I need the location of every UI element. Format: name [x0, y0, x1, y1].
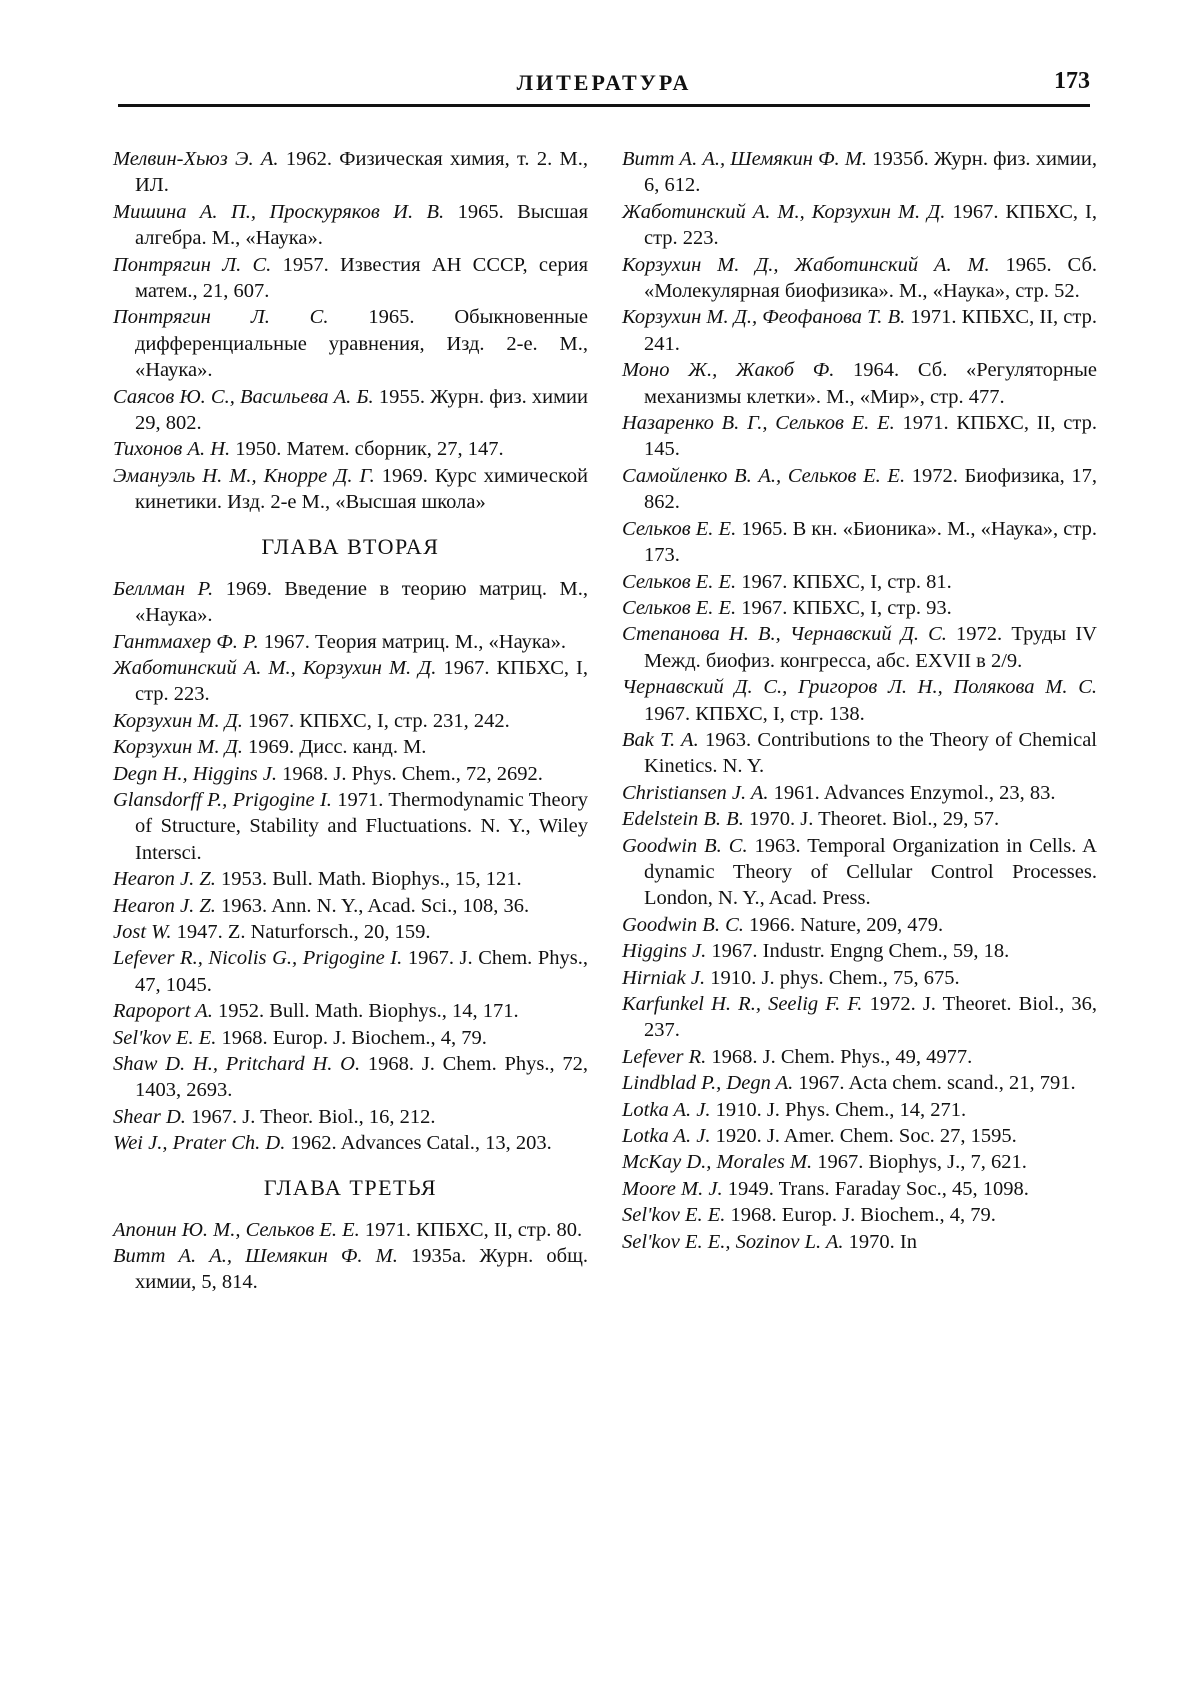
reference-entry: [113, 304, 588, 383]
reference-entry: [113, 1217, 588, 1243]
reference-authors: Sel'kov E. E.: [622, 1204, 726, 1227]
reference-details: 1968. J. Chem. Phys., 49, 4977.: [706, 1045, 973, 1068]
reference-entry: [113, 655, 588, 708]
reference-details: 1972. Биофизика, 17, 862.: [644, 464, 1097, 514]
reference-entry: [622, 199, 1097, 252]
reference-entry: [622, 965, 1097, 991]
reference-details: 1935б. Журн. физ. химии, 6, 612.: [644, 148, 1097, 197]
reference-authors: Самойленко В. А., Сельков Е. Е.: [622, 464, 906, 487]
reference-details: 1963. Temporal Organization in Cells. A dynamic Theory of Cellular Control Processes. London, N. Y., Acad. Press.: [644, 834, 1097, 910]
page-number: 173: [1054, 68, 1090, 94]
reference-entry: [622, 1044, 1097, 1070]
reference-details: 1963. Contributions to the Theory of Chemical Kinetics. N. Y.: [644, 728, 1097, 778]
reference-entry: [113, 252, 588, 305]
reference-authors: Higgins J.: [622, 940, 707, 963]
reference-details: 1967. КПБХС, I, стр. 223.: [644, 200, 1098, 250]
reference-authors: Понтрягин Л. С.: [113, 306, 329, 329]
reference-details: 1910. J. Phys. Chem., 14, 271.: [710, 1098, 967, 1121]
reference-authors: Hearon J. Z.: [113, 894, 216, 917]
reference-entry: [113, 866, 588, 892]
reference-details: 1947. Z. Naturforsch., 20, 159.: [171, 920, 431, 943]
reference-authors: Shear D.: [113, 1105, 186, 1128]
reference-authors: Жаботинский А. М., Корзухин М. Д.: [113, 656, 437, 679]
reference-authors: Hearon J. Z.: [113, 868, 216, 891]
reference-entry: [113, 761, 588, 787]
reference-entry: [622, 357, 1097, 410]
chapter-heading: ГЛАВА ТРЕТЬЯ: [263, 1174, 438, 1200]
reference-entry: [113, 734, 588, 760]
reference-authors: Корзухин М. Д.: [113, 736, 243, 759]
reference-authors: Гантмахер Ф. Р.: [113, 630, 259, 653]
reference-details: 1965. Обыкновенные дифференциальные уравнения, Изд. 2-е. М., «Наука».: [135, 306, 588, 382]
reference-authors: Glansdorff P., Prigogine I.: [113, 788, 332, 811]
reference-authors: Мишина А. П., Проскуряков И. В.: [113, 200, 445, 223]
reference-authors: Sel'kov E. E.: [113, 1026, 217, 1049]
reference-authors: Edelstein B. B.: [622, 808, 744, 831]
reference-authors: Корзухин М. Д.: [113, 709, 243, 732]
reference-entry: [113, 1130, 588, 1156]
reference-entry: [113, 919, 588, 945]
reference-entry: [113, 576, 588, 629]
reference-details: 1961. Advances Enzymol., 23, 83.: [768, 781, 1056, 804]
reference-entry: [622, 410, 1097, 463]
reference-authors: McKay D., Morales M.: [622, 1151, 813, 1174]
header-rule: [118, 104, 1090, 107]
reference-entry: [622, 621, 1097, 674]
reference-entry: [622, 991, 1097, 1044]
reference-details: 1967. Теория матриц. М., «Наука».: [258, 630, 567, 653]
running-title: ЛИТЕРАТУРА: [516, 70, 692, 95]
reference-details: 1967. J. Theor. Biol., 16, 212.: [185, 1105, 436, 1128]
reference-authors: Rapoport A.: [113, 1000, 213, 1023]
reference-details: 1967. Biophys, J., 7, 621.: [812, 1151, 1027, 1174]
reference-details: 1970. J. Theoret. Biol., 29, 57.: [743, 808, 1000, 831]
reference-authors: Мелвин-Хьюз Э. А.: [113, 148, 279, 170]
reference-entry: [622, 938, 1097, 964]
reference-authors: Апонин Ю. М., Сельков Е. Е.: [113, 1218, 360, 1241]
reference-details: 1965. Высшая алгебра. М., «Наука».: [135, 200, 589, 250]
reference-authors: Wei J., Prater Ch. D.: [113, 1132, 286, 1155]
reference-entry: [113, 945, 588, 998]
reference-authors: Jost W.: [113, 920, 172, 943]
reference-entry: [113, 1025, 588, 1051]
reference-details: 1967. КПБХС, I, стр. 81.: [736, 570, 952, 593]
reference-authors: Lindblad P., Degn A.: [622, 1072, 794, 1095]
reference-details: 1955. Журн. физ. химии 29, 802.: [135, 385, 588, 435]
reference-details: 1971. Thermodynamic Theory of Structure, Stability and Fluctuations. N. Y., Wiley Intersci.: [135, 788, 588, 864]
reference-entry: [113, 629, 588, 655]
reference-entry: [622, 516, 1097, 569]
reference-details: 1967. Acta chem. scand., 21, 791.: [793, 1072, 1076, 1095]
reference-details: 1957. Известия АН СССР, серия матем., 21, 607.: [135, 253, 588, 303]
reference-entry: [113, 1243, 588, 1296]
reference-authors: Жаботинский А. М., Корзухин М. Д.: [622, 200, 946, 223]
reference-entry: [622, 912, 1097, 938]
reference-entry: [622, 674, 1097, 727]
reference-authors: Моно Ж., Жакоб Ф.: [622, 359, 835, 382]
reference-details: 1910. J. phys. Chem., 75, 675.: [705, 966, 960, 989]
reference-authors: Degn H., Higgins J.: [113, 762, 277, 785]
reference-authors: Shaw D. H., Pritchard H. O.: [113, 1053, 361, 1075]
reference-details: 1965. В кн. «Бионика». М., «Наука», стр. 173.: [644, 517, 1097, 567]
reference-authors: Сельков Е. Е.: [622, 570, 737, 593]
reference-details: 1966. Nature, 209, 479.: [743, 913, 944, 936]
reference-entry: [113, 384, 588, 437]
reference-authors: Корзухин М. Д., Феофанова Т. В.: [622, 306, 906, 329]
reference-details: 1969. Курс химической кинетики. Изд. 2-е М., «Высшая школа»: [135, 464, 588, 514]
reference-authors: Goodwin B. C.: [622, 913, 744, 936]
reference-details: 1964. Сб. «Регуляторные механизмы клетки». М., «Мир», стр. 477.: [644, 359, 1097, 408]
reference-entry: [622, 252, 1097, 305]
reference-entry: [622, 1149, 1097, 1175]
reference-authors: Bak T. A.: [622, 728, 699, 751]
reference-entry: [113, 1051, 588, 1104]
reference-details: 1952. Bull. Math. Biophys., 14, 171.: [212, 1000, 519, 1023]
reference-authors: Сельков Е. Е.: [622, 517, 737, 540]
reference-details: 1950. Матем. сборник, 27, 147.: [230, 438, 504, 461]
reference-entry: [622, 727, 1097, 780]
reference-entry: [113, 893, 588, 919]
reference-entry: [622, 1070, 1097, 1096]
reference-details: 1968. Europ. J. Biochem., 4, 79.: [216, 1026, 487, 1049]
reference-entry: [622, 780, 1097, 806]
reference-details: 1967. КПБХС, I, стр. 223.: [135, 656, 589, 706]
reference-details: 1968. J. Phys. Chem., 72, 2692.: [276, 762, 543, 785]
reference-details: 1972. J. Theoret. Biol., 36, 237.: [644, 993, 1097, 1042]
reference-entry: [113, 463, 588, 516]
reference-authors: Понтрягин Л. С.: [113, 253, 272, 276]
reference-details: 1970. In: [843, 1230, 917, 1253]
reference-details: 1965. Сб. «Молекулярная биофизика». М., «Наука», стр. 52.: [644, 253, 1098, 303]
reference-entry: [622, 1123, 1097, 1149]
reference-details: 1969. Введение в теорию матриц. М., «Наука».: [135, 577, 589, 627]
reference-details: 1963. Ann. N. Y., Acad. Sci., 108, 36.: [215, 894, 530, 917]
reference-authors: Lefever R.: [622, 1045, 707, 1068]
reference-authors: Moore M. J.: [622, 1177, 723, 1200]
reference-authors: Эмануэль Н. М., Кнорре Д. Г.: [113, 464, 375, 487]
reference-authors: Назаренко В. Г., Сельков Е. Е.: [622, 412, 895, 435]
reference-details: 1967. Industr. Engng Chem., 59, 18.: [706, 940, 1010, 963]
reference-authors: Саясов Ю. С., Васильева А. Б.: [113, 385, 374, 408]
reference-entry: [113, 199, 588, 252]
reference-authors: Sel'kov E. E., Sozinov L. A.: [622, 1230, 844, 1253]
reference-authors: Степанова Н. В., Чернавский Д. С.: [622, 623, 947, 646]
reference-authors: Беллман Р.: [113, 577, 214, 600]
reference-authors: Тихонов А. Н.: [113, 438, 231, 461]
reference-entry: [622, 1176, 1097, 1202]
reference-authors: Витт А. А., Шемякин Ф. М.: [113, 1245, 398, 1268]
reference-details: 1967. КПБХС, I, стр. 93.: [736, 596, 952, 619]
reference-details: 1949. Trans. Faraday Soc., 45, 1098.: [722, 1177, 1029, 1200]
reference-details: 1962. Физическая химия, т. 2. М., ИЛ.: [135, 148, 589, 197]
reference-details: 1971. КПБХС, II, стр. 145.: [644, 412, 1097, 461]
left-column: [113, 146, 588, 1296]
reference-entry: [113, 1104, 588, 1130]
reference-details: 1962. Advances Catal., 13, 203.: [285, 1132, 552, 1155]
chapter-heading: ГЛАВА ВТОРАЯ: [261, 533, 440, 559]
reference-details: 1972. Труды IV Межд. биофиз. конгресса, абс. EXVII в 2/9.: [644, 623, 1097, 672]
reference-entry: [622, 1202, 1097, 1228]
reference-authors: Lotka A. J.: [622, 1098, 711, 1121]
reference-details: 1968. Europ. J. Biochem., 4, 79.: [725, 1204, 996, 1227]
reference-entry: [622, 1229, 1097, 1255]
reference-details: 1953. Bull. Math. Biophys., 15, 121.: [215, 868, 522, 891]
reference-details: 1971. КПБХС, II, стр. 241.: [644, 306, 1097, 355]
reference-authors: Витт А. А., Шемякин Ф. М.: [622, 148, 868, 170]
reference-entry: [113, 708, 588, 734]
reference-authors: Hirniak J.: [622, 966, 706, 989]
reference-details: 1968. J. Chem. Phys., 72, 1403, 2693.: [135, 1053, 588, 1102]
reference-entry: [622, 595, 1097, 621]
reference-authors: Christiansen J. A.: [622, 781, 769, 804]
reference-details: 1971. КПБХС, II, стр. 80.: [359, 1218, 583, 1241]
reference-entry: [622, 806, 1097, 832]
reference-entry: [622, 463, 1097, 516]
reference-entry: [622, 569, 1097, 595]
reference-entry: [113, 998, 588, 1024]
reference-entry: [622, 146, 1097, 199]
reference-entry: [113, 436, 588, 462]
reference-authors: Goodwin B. C.: [622, 834, 748, 857]
reference-entry: [113, 146, 588, 199]
reference-entry: [622, 833, 1097, 912]
reference-details: 1967. КПБХС, I, стр. 231, 242.: [242, 709, 510, 732]
reference-authors: Lotka A. J.: [622, 1125, 711, 1148]
reference-authors: Сельков Е. Е.: [622, 596, 737, 619]
reference-entry: [622, 304, 1097, 357]
reference-details: 1967. КПБХС, I, стр. 138.: [644, 702, 865, 725]
reference-details: 1969. Дисс. канд. М.: [242, 736, 427, 759]
reference-authors: Karfunkel H. R., Seelig F. F.: [622, 993, 863, 1015]
reference-entry: [622, 1097, 1097, 1123]
reference-authors: Lefever R., Nicolis G., Prigogine I.: [113, 947, 403, 970]
reference-authors: Чернавский Д. С., Григоров Л. Н., Полякова М. С.: [622, 676, 1097, 699]
right-column: [622, 146, 1097, 1255]
reference-details: 1967. J. Chem. Phys., 47, 1045.: [135, 947, 589, 996]
reference-details: 1935a. Журн. общ. химии, 5, 814.: [135, 1245, 588, 1294]
page-header: [118, 68, 1090, 108]
reference-details: 1920. J. Amer. Chem. Soc. 27, 1595.: [710, 1125, 1017, 1148]
reference-entry: [113, 787, 588, 866]
reference-authors: Корзухин М. Д., Жаботинский А. М.: [622, 253, 990, 276]
